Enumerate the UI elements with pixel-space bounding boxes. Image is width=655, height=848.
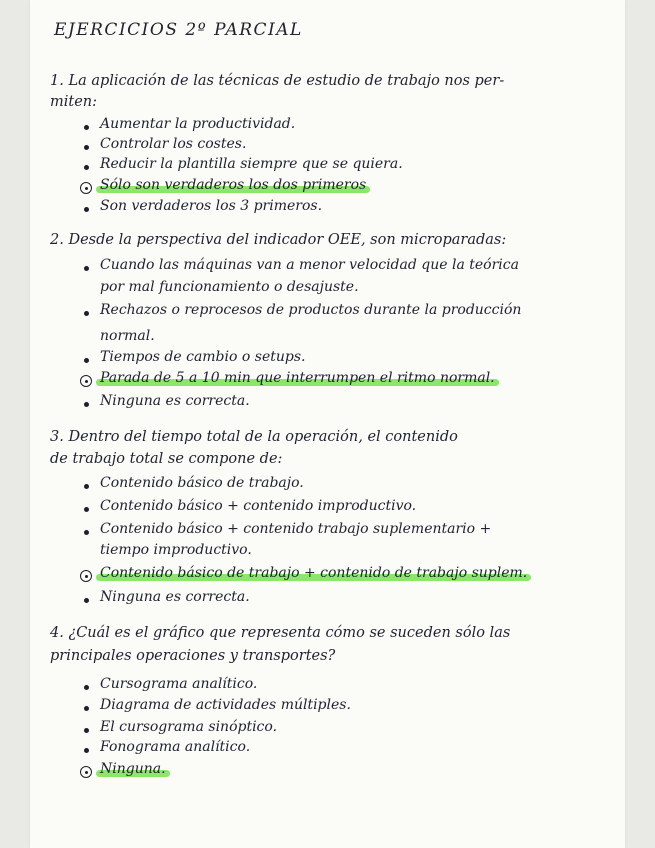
bullet-icon — [84, 402, 89, 407]
answer-option-text: El cursograma sinóptico. — [100, 719, 278, 735]
question-text: 1. La aplicación de las técnicas de estudio de trabajo nos per- — [50, 73, 505, 89]
question-text: miten: — [50, 94, 98, 110]
answer-option-text: Rechazos o reprocesos de productos durante la producción — [100, 302, 522, 318]
answer-option-text: por mal funcionamiento o desajuste. — [100, 279, 359, 295]
correct-answer-text: Sólo son verdaderos los dos primeros — [100, 177, 367, 193]
bullet-icon — [84, 685, 89, 690]
answer-option-text: Son verdaderos los 3 primeros. — [100, 198, 323, 214]
bullet-icon — [84, 706, 89, 711]
bullet-icon — [84, 266, 89, 271]
bullet-icon — [84, 484, 89, 489]
correct-answer-text: Ninguna. — [100, 761, 166, 777]
bullet-icon — [84, 358, 89, 363]
answer-option-text: Contenido básico de trabajo. — [100, 475, 304, 491]
answer-option-text: Tiempos de cambio o setups. — [100, 349, 306, 365]
answer-option-text: Ninguna es correcta. — [100, 393, 250, 409]
answer-option-text: Diagrama de actividades múltiples. — [100, 697, 351, 713]
question-text: principales operaciones y transportes? — [50, 648, 336, 664]
bullet-icon — [84, 598, 89, 603]
question-text: 4. ¿Cuál es el gráfico que representa cómo se suceden sólo las — [50, 625, 511, 641]
correct-answer-text: Parada de 5 a 10 min que interrumpen el ritmo normal. — [100, 370, 495, 386]
bullet-icon — [84, 530, 89, 535]
bullet-icon — [84, 748, 89, 753]
question-text: 2. Desde la perspectiva del indicador OEE, son microparadas: — [50, 232, 507, 248]
answer-option-text: Controlar los costes. — [100, 136, 247, 152]
question-text: de trabajo total se compone de: — [50, 451, 283, 467]
answer-option-text: Aumentar la productividad. — [100, 116, 296, 132]
bullet-icon — [84, 165, 89, 170]
answer-option-text: Fonograma analítico. — [100, 739, 251, 755]
question-text: 3. Dentro del tiempo total de la operación, el contenido — [50, 429, 458, 445]
correct-answer-circle-icon — [80, 570, 92, 582]
answer-option-text: normal. — [100, 328, 155, 344]
correct-answer-circle-icon — [80, 766, 92, 778]
bullet-icon — [84, 311, 89, 316]
bullet-icon — [84, 145, 89, 150]
bullet-icon — [84, 207, 89, 212]
page-title: EJERCICIOS 2º PARCIAL — [54, 20, 303, 40]
answer-option-text: tiempo improductivo. — [100, 542, 252, 558]
bullet-icon — [84, 728, 89, 733]
bullet-icon — [84, 507, 89, 512]
correct-answer-text: Contenido básico de trabajo + contenido de trabajo suplem. — [100, 565, 528, 581]
answer-option-text: Reducir la plantilla siempre que se quiera. — [100, 156, 403, 172]
answer-option-text: Contenido básico + contenido trabajo suplementario + — [100, 521, 492, 537]
answer-option-text: Cursograma analítico. — [100, 676, 258, 692]
answer-option-text: Cuando las máquinas van a menor velocidad que la teórica — [100, 257, 519, 273]
answer-option-text: Contenido básico + contenido improductivo. — [100, 498, 417, 514]
correct-answer-circle-icon — [80, 375, 92, 387]
answer-option-text: Ninguna es correcta. — [100, 589, 250, 605]
bullet-icon — [84, 125, 89, 130]
correct-answer-circle-icon — [80, 182, 92, 194]
